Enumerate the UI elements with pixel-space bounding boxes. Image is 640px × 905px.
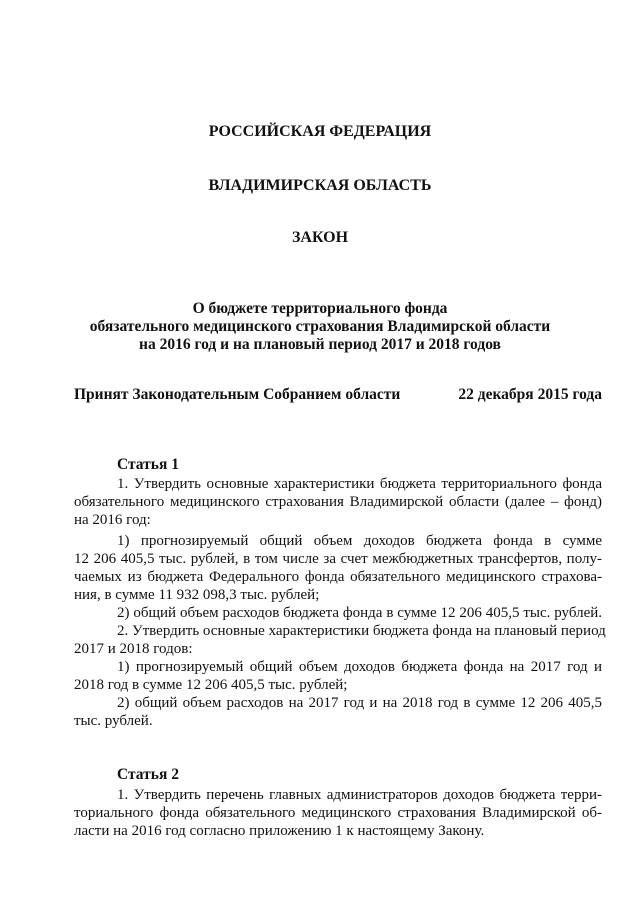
article-2-line: 1. Утвердить перечень главных администраторов доходов бюджета терри- [117, 787, 602, 803]
article-1-line: 2. Утвердить основные характеристики бюджета фонда на плановый период [117, 623, 606, 639]
article-1-line: 1) прогнозируемый общий объем доходов бюджета фонда на 2017 год и [117, 659, 602, 675]
article-1-line: тыс. рублей. [74, 713, 153, 729]
law-title-line-1: О бюджете территориального фонда [192, 300, 448, 317]
adoption-statement: Принят Законодательным Собранием области [74, 386, 401, 403]
document-type-heading: ЗАКОН [291, 229, 349, 246]
country-heading: РОССИЙСКАЯ ФЕДЕРАЦИЯ [208, 123, 432, 140]
article-2-heading: Статья 2 [117, 766, 179, 783]
article-1-line: ния, в сумме 11 932 098,3 тыс. рублей; [74, 587, 320, 603]
adoption-date: 22 декабря 2015 года [458, 386, 602, 403]
article-1-line: 12 206 405,5 тыс. рублей, в том числе за счет межбюджетных трансфертов, полу- [74, 551, 602, 567]
article-2-line: ториального фонда обязательного медицинского страхования Владимирской об- [74, 805, 602, 821]
article-1-line: 2018 год в сумме 12 206 405,5 тыс. рублей; [74, 677, 348, 693]
law-title-line-2: обязательного медицинского страхования Владимирской области [89, 318, 551, 335]
article-1-line: 2) общий объем расходов на 2017 год и на 2018 год в сумме 12 206 405,5 [117, 695, 602, 711]
article-1-line: 1. Утвердить основные характеристики бюджета территориального фонда [117, 476, 602, 492]
article-1-heading: Статья 1 [117, 456, 179, 473]
article-1-line: обязательного медицинского страхования Владимирской области (далее – фонд) [74, 494, 602, 510]
article-1-line: 2) общий объем расходов бюджета фонда в сумме 12 206 405,5 тыс. рублей. [117, 605, 602, 621]
article-1-line: чаемых из бюджета Федерального фонда обязательного медицинского страхова- [74, 569, 602, 585]
article-2-line: ласти на 2016 год согласно приложению 1 к настоящему Закону. [74, 823, 485, 839]
article-1-line: 1) прогнозируемый общий объем доходов бюджета фонда в сумме [117, 533, 602, 549]
region-heading: ВЛАДИМИРСКАЯ ОБЛАСТЬ [208, 177, 432, 194]
article-1-line: на 2016 год: [74, 512, 151, 528]
article-1-line: 2017 и 2018 годов: [74, 641, 193, 657]
law-title-line-3: на 2016 год и на плановый период 2017 и 2018 годов [139, 336, 501, 353]
